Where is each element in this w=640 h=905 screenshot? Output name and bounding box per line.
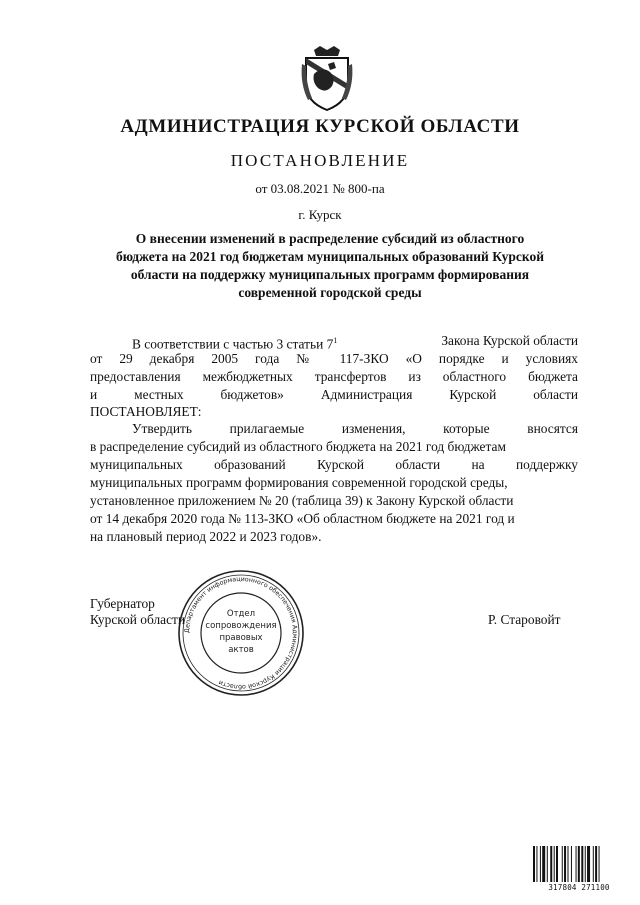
body-line: установленное приложением № 20 (таблица 39) к Закону Курской области (90, 493, 514, 508)
stamp-center-line: Отдел (226, 609, 256, 619)
signatory-position (90, 596, 185, 628)
signatory-position-line: Губернатор (90, 596, 155, 611)
heading-line: современной городской среды (238, 285, 422, 300)
body-line: муниципальных программ формирования современной городской среды, (90, 475, 508, 490)
heading-line: области на поддержку муниципальных программ формирования (130, 267, 530, 282)
body-line: муниципальных образований Курской области на поддержку (90, 457, 578, 472)
body-line: от 29 декабря 2005 года № 117-ЗКО «О порядке и условиях (90, 351, 578, 366)
stamp-center-line: правовых (219, 633, 263, 643)
body-line: Утвердить прилагаемые изменения, которые вносятся (132, 421, 578, 436)
body-line: на плановый период 2022 и 2023 годов». (90, 529, 322, 544)
stamp-center-line: сопровождения (205, 621, 277, 631)
heading-line: бюджета на 2021 год бюджетам муниципальных образований Курской (115, 249, 545, 264)
official-stamp (176, 568, 306, 698)
coat-of-arms-emblem (300, 44, 354, 112)
document-number: от 03.08.2021 № 800-па (255, 181, 385, 196)
body-text: В соответствии с частью 3 статьи $7^1$ (132, 336, 338, 352)
signatory-position-line: Курской области (90, 612, 186, 627)
body-line: от 14 декабря 2020 года № 113-ЗКО «Об областном бюджете на 2021 год и (90, 511, 515, 526)
heading-line: О внесении изменений в распределение субсидий из областного (135, 231, 525, 246)
body-line: и местных бюджетов» Администрация Курской области (90, 387, 578, 402)
barcode (533, 846, 625, 886)
document-heading (100, 230, 560, 302)
city-line: г. Курск (298, 207, 342, 222)
document-type: ПОСТАНОВЛЕНИЕ (230, 151, 410, 170)
resolves-line: ПОСТАНОВЛЯЕТ: (90, 404, 202, 419)
body-text: Закона Курской области (441, 333, 578, 348)
signatory-name: Р. Старовойт (488, 612, 561, 627)
stamp-center-line: актов (228, 645, 254, 655)
barcode-number: 317804 271100 (548, 883, 610, 892)
body-line: в распределение субсидий из областного бюджета на 2021 год бюджетам (90, 439, 506, 454)
body-line: предоставления межбюджетных трансфертов из областного бюджета (90, 369, 578, 384)
body-line (132, 333, 578, 352)
organization-title: АДМИНИСТРАЦИЯ КУРСКОЙ ОБЛАСТИ (120, 116, 520, 137)
stamp-ring-text: Департамент информационного обеспечения Администрации Курской области (183, 575, 299, 691)
